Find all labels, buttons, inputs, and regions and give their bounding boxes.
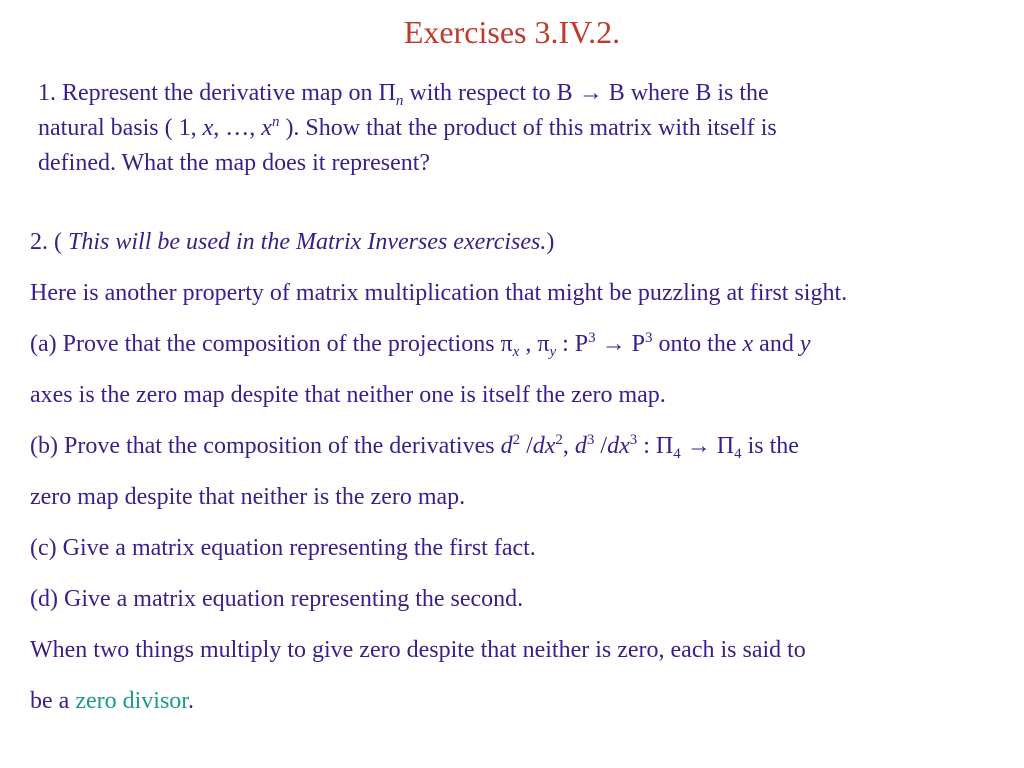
part-b-line-2: zero map despite that neither is the zero map. [30,484,466,510]
text-run: natural basis ( 1, [38,115,203,141]
part-b-line-1 [30,431,799,461]
exercise-1 [38,76,777,181]
text-run: 1. Represent the derivative map on Π [38,80,396,106]
italic-y: y [799,331,811,357]
text-run: / [594,433,608,459]
exercise-2-header [30,227,554,257]
superscript: 2 [555,432,563,448]
italic-x: x [742,331,754,357]
text-run: → Π [680,433,735,459]
text-run: be a [30,688,76,714]
part-a-line-1 [30,329,810,359]
text-run: , π [519,331,550,357]
italic-d: d [574,433,587,459]
text-run: (b) Prove that the composition of the derivatives [30,433,501,459]
text-run: , …, [213,115,262,141]
superscript: 3 [645,330,653,346]
italic-y: y [549,344,557,360]
text-run: onto the [652,331,743,357]
italic-n: n [271,114,280,130]
text-run: ) [546,229,555,255]
text-run: and [753,331,800,357]
zero-divisor-term: zero divisor [75,688,188,714]
italic-dx: dx [532,433,556,459]
text-run: : Π [637,433,674,459]
text-run: / [520,433,533,459]
exercise-2-intro: Here is another property of matrix multiplication that might be puzzling at first sight. [30,280,848,306]
italic-d: d [500,433,513,459]
part-c: (c) Give a matrix equation representing the first fact. [30,535,536,561]
superscript: 3 [588,330,596,346]
exercise-1-line-3: defined. What the map does it represent? [38,150,431,176]
text-run: → P [595,331,646,357]
italic-x: x [261,115,272,141]
text-run: (a) Prove that the composition of the projections π [30,331,513,357]
subscript: 4 [673,446,681,462]
exercise-1-line-2 [38,111,777,146]
part-d: (d) Give a matrix equation representing the second. [30,586,524,612]
italic-dx: dx [607,433,630,459]
text-run: ). Show that the product of this matrix with itself is [279,115,777,141]
slide-title: Exercises 3.IV.2. [403,14,621,50]
text-run: is the [741,433,799,459]
part-a-line-2: axes is the zero map despite that neither one is itself the zero map. [30,382,666,408]
subscript: 4 [734,446,742,462]
exercise-2-note: This will be used in the Matrix Inverses exercises. [68,229,547,255]
italic-x: x [512,344,520,360]
text-run: : P [556,331,589,357]
exercise-2-number: 2. ( [30,229,68,255]
superscript: 2 [512,432,521,448]
closing-line-1: When two things multiply to give zero despite that neither is zero, each is said to [30,637,806,663]
text-run: , [562,433,575,459]
superscript: 3 [586,432,595,448]
text-run: with respect to B → B where B is the [403,80,769,106]
italic-n: n [395,93,404,109]
italic-x: x [202,115,214,141]
superscript: 3 [629,432,638,448]
closing-line-2 [30,686,194,716]
exercise-1-line-1 [38,76,777,111]
text-run: . [187,688,194,714]
